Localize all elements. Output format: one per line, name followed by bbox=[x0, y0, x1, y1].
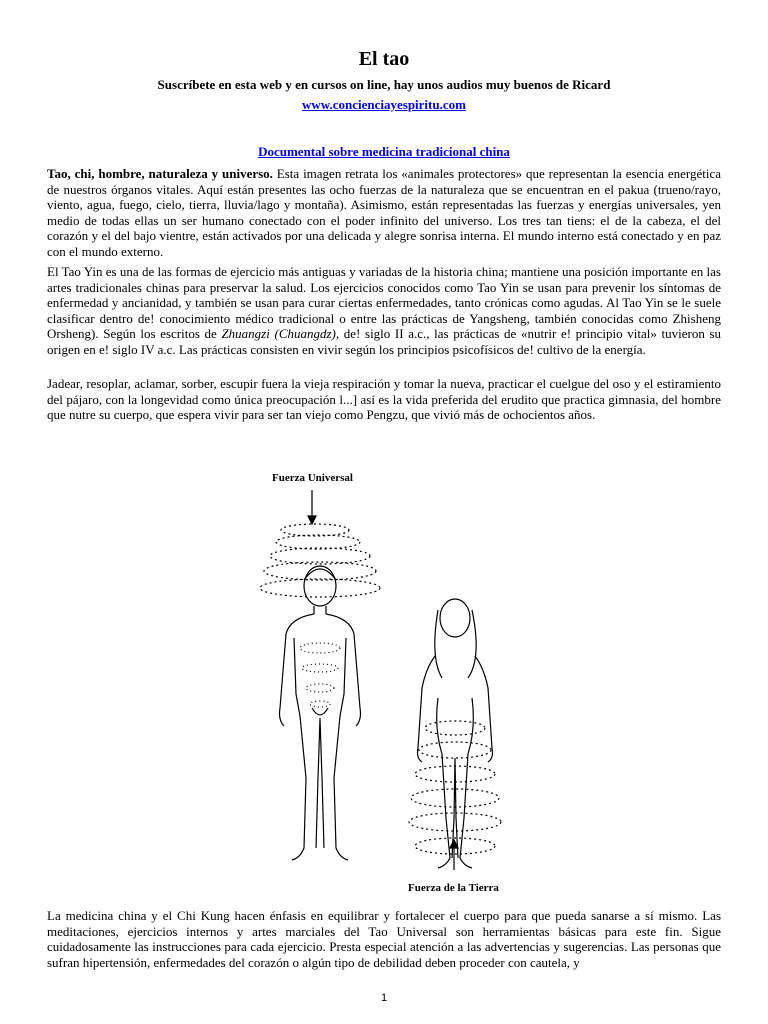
label-earth-force: Fuerza de la Tierra bbox=[408, 882, 499, 894]
paragraph-intro-lead: Tao, chi, hombre, naturaleza y universo. bbox=[47, 166, 273, 181]
paragraph-intro-body: Esta imagen retrata los «animales protectores» que representan la esencia energética de nuestros órganos vitales. Aquí están presentes las ocho fuerzas de la naturaleza que se encuentran en el pakua (trueno/rayo, viento, agua, fuego, cielo, tierra, lluvia/lago y montaña). Asimismo, están representadas las fuerzas y energías universales, yen medio de todas ellas un ser humano conectado con el poder infinito del universo. Los tres tan tiens: el de la cabeza, el del corazón y el del bajo vientre, están activados por una delicada y alegre sonrisa interna. El mundo interno está conectado y en paz con el mundo externo. bbox=[47, 166, 721, 259]
male-energy-dots bbox=[300, 643, 340, 707]
female-figure bbox=[418, 599, 493, 868]
paragraph-medicine: La medicina china y el Chi Kung hacen énfasis en equilibrar y fortalecer el cuerpo para que pueda sanarse a sí mismo. Las meditaciones, ejercicios internos y artes marciales del Tao Universal son herramientas básicas para este fin. Sigue cuidadosamente las instrucciones para cada ejercicio. Presta especial atención a las advertencias y sugerencias. Las personas que sufran hipertensión, enfermedades del corazón o algún tipo de debilidad deben proceder con cautela, y bbox=[47, 908, 721, 970]
paragraph-tao-yin bbox=[47, 264, 721, 358]
page-title: El tao bbox=[358, 48, 410, 70]
male-figure bbox=[280, 566, 361, 860]
paragraph-tao-yin-part2: de! siglo II a.c., las prácticas de «nutrir e! principio vital» tuvieron su origen en e! siglo IV a.c. Las prácticas consisten en vivir según los principios psicofísicos de! cultivo de la energía. bbox=[47, 326, 722, 357]
label-universal-force: Fuerza Universal bbox=[272, 472, 353, 484]
website-link[interactable]: www.concienciayespiritu.com bbox=[302, 97, 466, 112]
zhuangzi-reference: Zhuangzi (Chuangdz), bbox=[221, 326, 340, 342]
page-subtitle: Suscríbete en esta web y en cursos on line, hay unos audios muy buenos de Ricard bbox=[157, 77, 611, 92]
paragraph-intro bbox=[47, 166, 721, 260]
paragraph-tao-yin-part1: El Tao Yin es una de las formas de ejercicio más antiguas y variadas de la historia china; mantiene una posición importante en las artes tradicionales chinas para preservar la salud. Los ejercicios conocidos como Tao Yin se usan para prevenir los síntomas de enfermedad y ancianidad, y también se usan para curar ciertas enfermedades, tanto crónicas como agudas. Al Tao Yin se le suele clasificar dentro de! conocimiento médico tradicional o entre las prácticas de Yangsheng, también conocidas como Zhisheng Orsheng). Según los escritos de bbox=[47, 264, 721, 342]
figures-drawing bbox=[230, 458, 530, 898]
paragraph-quote: Jadear, resoplar, aclamar, sorber, escupir fuera la vieja respiración y tomar la nueva, practicar el cuelgue del oso y el estiramiento del pájaro, con la longevidad como única preocupación l...] así es la vida preferida del erudito que practica gimnasia, del hombre que nutre su cuerpo, que espera vivir para ser tan viejo como Pengzu, que vivió más de ochocientos años. bbox=[47, 376, 721, 423]
documentary-link[interactable]: Documental sobre medicina tradicional china bbox=[258, 144, 510, 159]
universal-spiral bbox=[260, 524, 380, 597]
page-number: 1 bbox=[380, 992, 388, 1004]
universal-arrowhead bbox=[308, 516, 316, 524]
human-energy-illustration bbox=[230, 458, 530, 898]
